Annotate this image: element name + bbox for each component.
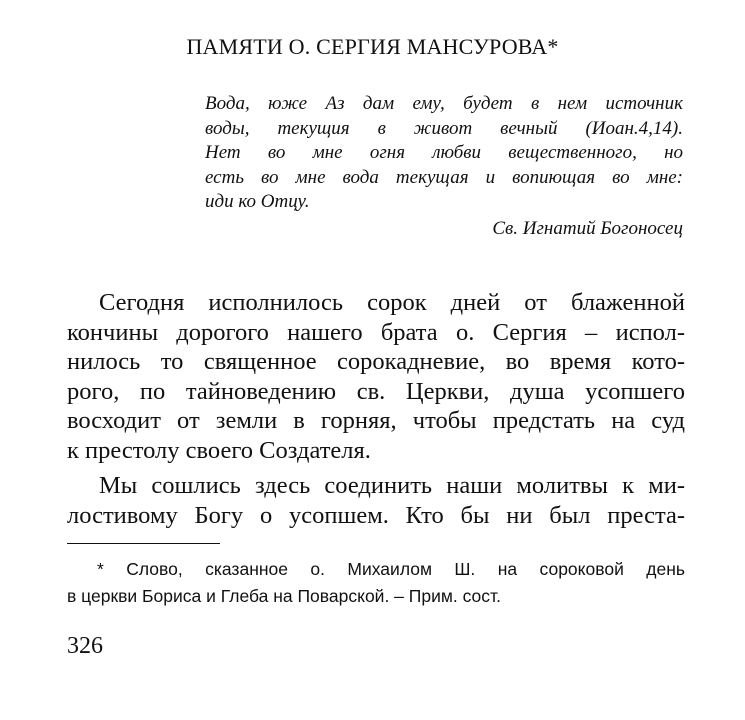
text-line: кончины дорогого нашего брата о. Сергия – испол- xyxy=(67,318,685,346)
footnote xyxy=(67,556,685,610)
text-line: лостивому Богу о усопшем. Кто бы ни был преста- xyxy=(67,501,685,529)
footnote-line: в церкви Бориса и Глеба на Поварской. – Прим. сост. xyxy=(67,586,501,606)
text-line: к престолу своего Создателя. xyxy=(67,436,371,464)
epigraph-line: есть во мне вода текущая и вопиющая во мне: xyxy=(205,166,683,188)
text-line: восходит от земли в горняя, чтобы предстать на суд xyxy=(67,407,685,434)
text-line: нилось то священное сорокадневие, во время кото- xyxy=(67,348,685,375)
epigraph-line: Нет во мне огня любви вещественного, но xyxy=(205,142,683,163)
page-title: ПАМЯТИ О. СЕРГИЯ МАНСУРОВА* xyxy=(186,34,559,59)
epigraph-attribution: Св. Игнатий Богоносец xyxy=(492,217,683,239)
main-text xyxy=(67,288,685,530)
epigraph-line: воды, текущия в живот вечный (Иоан.4,14). xyxy=(205,117,683,139)
paragraph xyxy=(67,288,685,465)
text-line: Мы сошлись здесь соединить наши молитвы к ми- xyxy=(99,472,685,499)
epigraph-line: Вода, юже Аз дам ему, будет в нем источник xyxy=(205,93,683,114)
footnote-line: * Слово, сказанное о. Михаилом Ш. на сороковой день xyxy=(97,559,685,579)
page-number: 326 xyxy=(67,633,103,659)
paragraph xyxy=(67,471,685,530)
footnote-divider xyxy=(67,543,220,544)
text-line: рого, по тайноведению св. Церкви, душа усопшего xyxy=(67,377,685,405)
epigraph-line: иди ко Отцу. xyxy=(205,191,310,212)
text-line: Сегодня исполнилось сорок дней от блаженной xyxy=(99,289,685,316)
epigraph xyxy=(205,92,683,241)
